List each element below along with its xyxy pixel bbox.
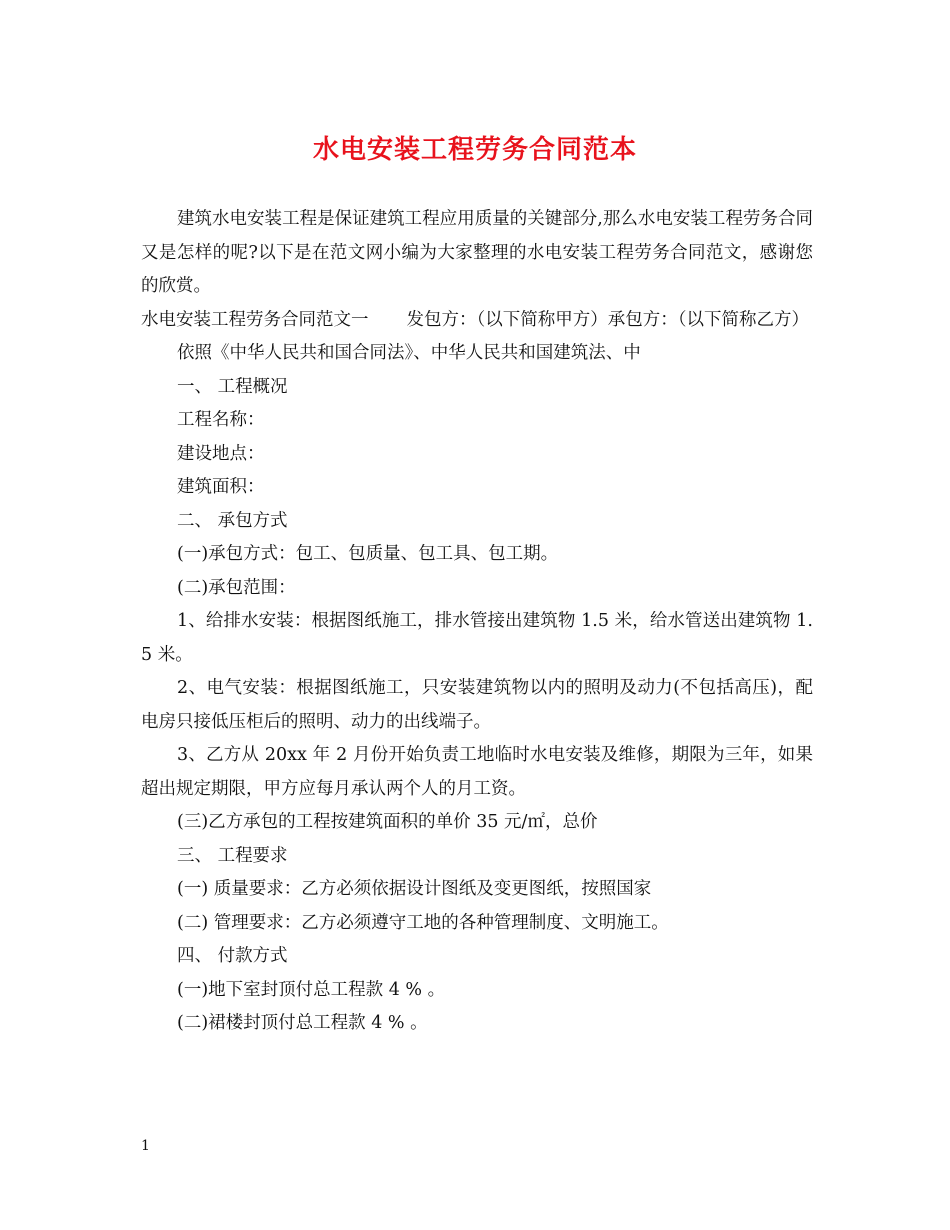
unit-price-line: (三)乙方承包的工程按建筑面积的单价 35 元/㎡，总价 (177, 812, 598, 832)
legal-basis-paragraph: 依照《中华人民共和国合同法》、中华人民共和国建筑法、中 (177, 343, 641, 363)
project-name-line: 工程名称： (177, 410, 265, 430)
parties-text: 发包方：（以下简称甲方）承包方：（以下简称乙方） (406, 309, 809, 330)
scope-item-electrical: 2、电气安装：根据图纸施工，只安装建筑物以内的照明及动力(不包括高压)，配电房只接低压柜后的照明、动力的出线端子。 (141, 678, 813, 732)
section-heading-payment: 四、 付款方式 (177, 946, 288, 966)
contract-mode-line: (一)承包方式：包工、包质量、包工具、包工期。 (177, 544, 559, 564)
intro-paragraph: 建筑水电安装工程是保证建筑工程应用质量的关键部分,那么水电安装工程劳务合同又是怎样的呢?以下是在范文网小编为大家整理的水电安装工程劳务合同范文，感谢您的欣赏。 (141, 209, 813, 296)
parties-heading: 水电安装工程劳务合同范文一 (141, 309, 369, 330)
parties-line (141, 304, 813, 338)
section-heading-overview: 一、 工程概况 (177, 376, 288, 397)
quality-requirement-line: (一) 质量要求：乙方必须依据设计图纸及变更图纸，按照国家 (177, 879, 652, 899)
building-area-line: 建筑面积： (177, 477, 265, 497)
page-number: 1 (141, 1138, 150, 1154)
scope-item-plumbing: 1、给排水安装：根据图纸施工，排水管接出建筑物 1.5 米，给水管送出建筑物 1.5 米。 (141, 611, 813, 665)
section-heading-requirements: 三、 工程要求 (177, 845, 288, 866)
document-body (141, 203, 813, 1041)
scope-item-temporary: 3、乙方从 20xx 年 2 月份开始负责工地临时水电安装及维修，期限为三年，如果超出规定期限，甲方应每月承认两个人的月工资。 (141, 745, 813, 799)
payment-basement-line: (一)地下室封顶付总工程款 4 % 。 (177, 979, 446, 1000)
management-requirement-line: (二) 管理要求：乙方必须遵守工地的各种管理制度、文明施工。 (177, 912, 669, 933)
section-heading-contract-mode: 二、 承包方式 (177, 510, 288, 531)
document-title: 水电安装工程劳务合同范本 (312, 135, 637, 165)
project-location-line: 建设地点： (177, 443, 265, 464)
payment-podium-line: (二)裙楼封顶付总工程款 4 % 。 (177, 1013, 428, 1033)
contract-scope-line: (二)承包范围： (177, 577, 296, 598)
